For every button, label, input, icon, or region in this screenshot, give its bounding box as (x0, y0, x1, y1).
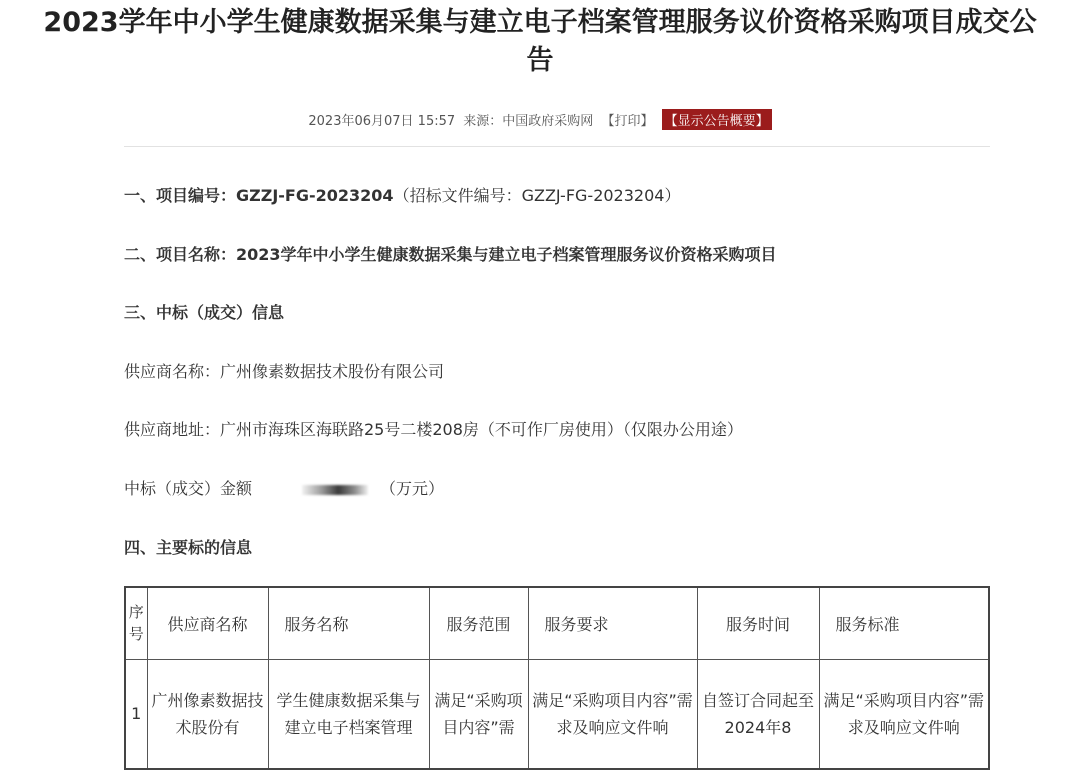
print-link[interactable]: 【打印】 (601, 114, 654, 129)
publish-datetime: 2023年06月07日 15:57 (308, 114, 456, 129)
header-service-standard: 服务标准 (819, 587, 989, 659)
amount-unit: （万元） (380, 479, 445, 498)
header-supplier: 供应商名称 (147, 587, 268, 659)
page-title (0, 4, 1080, 80)
tender-doc-number: （招标文件编号：GZZJ-FG-2023204） (393, 186, 681, 205)
supplier-name: 供应商名称：广州像素数据技术股份有限公司 (124, 362, 445, 381)
title-line-1: 2023学年中小学生健康数据采集与建立电子档案管理服务议价资格采购项目成交公 (43, 7, 1037, 38)
main-items-table (124, 586, 990, 770)
supplier-address: 供应商地址：广州市海珠区海联路25号二楼208房（不可作厂房使用）（仅限办公用途） (124, 420, 743, 439)
cell-service-time: 自签订合同起至2024年8 (697, 659, 819, 769)
cell-service-standard: 满足“采购项目内容”需求及响应文件响 (819, 659, 989, 769)
table-row (125, 659, 989, 769)
source-text: 来源：中国政府采购网 (463, 114, 594, 129)
section-main-items: 四、主要标的信息 (124, 538, 253, 557)
cell-service-requirement: 满足“采购项目内容”需求及响应文件响 (528, 659, 697, 769)
redacted-amount (302, 485, 368, 495)
header-service-scope: 服务范围 (429, 587, 528, 659)
divider (124, 146, 990, 147)
amount-label: 中标（成交）金额 (124, 479, 253, 498)
show-summary-button[interactable]: 【显示公告概要】 (662, 109, 772, 130)
header-service-time: 服务时间 (697, 587, 819, 659)
title-line-2: 告 (526, 45, 554, 76)
section-award-info: 三、中标（成交）信息 (124, 303, 285, 322)
section-project-name: 二、项目名称：2023学年中小学生健康数据采集与建立电子档案管理服务议价资格采购项目 (124, 245, 777, 264)
cell-no: 1 (125, 659, 147, 769)
cell-supplier: 广州像素数据技术股份有 (147, 659, 268, 769)
header-service-name: 服务名称 (268, 587, 429, 659)
section-project-number (124, 183, 680, 206)
article-meta (0, 109, 1080, 130)
table-header-row (125, 587, 989, 659)
header-service-requirement: 服务要求 (528, 587, 697, 659)
award-amount (124, 476, 444, 499)
project-number: 一、项目编号：GZZJ-FG-2023204 (124, 186, 394, 205)
cell-service-scope: 满足“采购项目内容”需 (429, 659, 528, 769)
header-no: 序号 (125, 587, 147, 659)
cell-service-name: 学生健康数据采集与建立电子档案管理 (268, 659, 429, 769)
